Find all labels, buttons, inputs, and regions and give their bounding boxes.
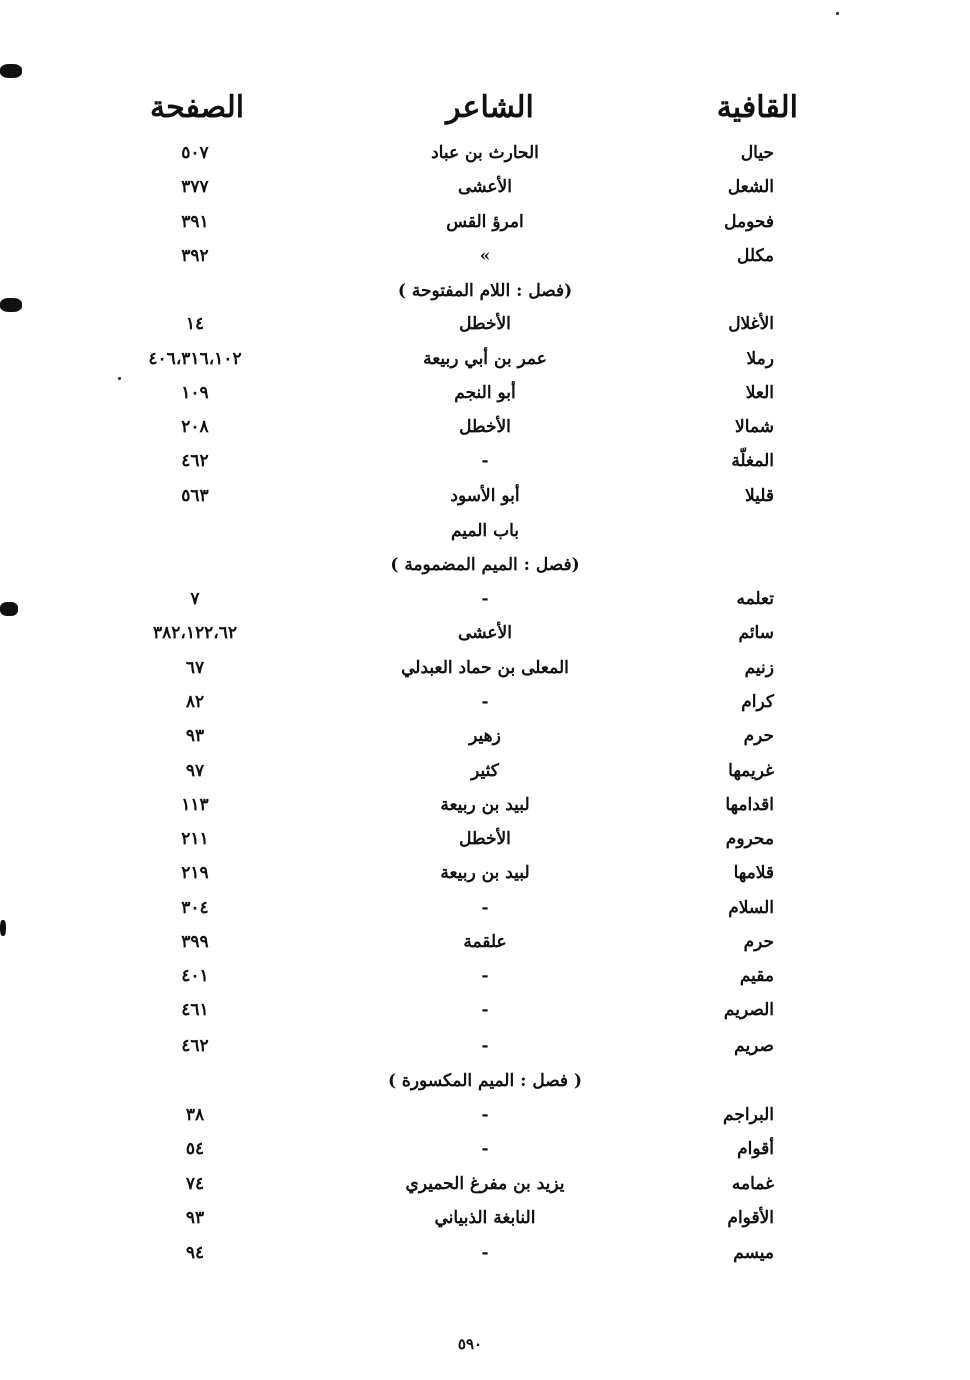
poet-cell: علقمة: [463, 932, 507, 952]
page-cell: ٧٤: [185, 1174, 205, 1194]
scan-dot: [836, 12, 839, 15]
page-cell: ١٠٩: [181, 383, 209, 403]
table-row: [0, 961, 970, 991]
page-cell: ٣٩١: [181, 212, 209, 232]
rhyme-cell: تعلمه: [736, 589, 774, 609]
poet-cell: أبو النجم: [454, 383, 516, 403]
rhyme-cell: رملا: [746, 349, 774, 369]
table-row: [0, 344, 970, 374]
page-cell: ١١٣: [181, 795, 209, 815]
page-cell: ٣٧٧: [181, 177, 209, 197]
page-cell: ٩٣: [185, 1208, 205, 1228]
rhyme-cell: شمالا: [735, 417, 774, 437]
table-row: [0, 824, 970, 854]
page-cell: ٥٦٣: [181, 486, 209, 506]
poet-cell: لبيد بن ربيعة: [440, 795, 530, 815]
poet-cell: -: [481, 692, 489, 712]
page-cell: ٢١٩: [181, 863, 209, 883]
table-row: [0, 721, 970, 751]
poet-cell: -: [481, 589, 489, 609]
scan-dot: [118, 377, 121, 380]
header-rhyme: القافية: [716, 90, 798, 125]
table-row: [0, 412, 970, 442]
poet-cell: كثير: [471, 761, 499, 781]
rhyme-cell: الصريم: [723, 1000, 774, 1020]
table-row: [0, 309, 970, 339]
rhyme-cell: كرام: [741, 692, 774, 712]
page-cell: ٣٩٢: [181, 246, 209, 266]
page-cell: ٤٦٢: [181, 1036, 209, 1056]
rhyme-cell: المغلّة: [731, 451, 774, 471]
poet-cell: أبو الأسود: [450, 486, 520, 506]
page-cell: ٢٠٨: [181, 417, 209, 437]
poet-cell: -: [481, 1105, 489, 1125]
scan-mark: [0, 298, 22, 312]
table-row: [0, 927, 970, 957]
rhyme-cell: سائم: [738, 623, 774, 643]
header-poet: الشاعر: [446, 90, 534, 125]
table-row: [0, 618, 970, 648]
table-row: [0, 756, 970, 786]
rhyme-cell: اقدامها: [725, 795, 774, 815]
rhyme-cell: الأقوام: [727, 1208, 774, 1228]
page-cell: ٣٨: [185, 1105, 205, 1125]
table-row: [0, 1066, 970, 1096]
poet-cell: -: [481, 1243, 489, 1263]
table-row: [0, 790, 970, 820]
table-row: [0, 378, 970, 408]
scan-mark: [0, 602, 18, 616]
poet-cell: (فصل : الميم المضمومة ): [390, 555, 580, 575]
poet-cell: -: [481, 966, 489, 986]
poet-cell: النابغة الذبياني: [434, 1208, 536, 1228]
table-row: [0, 1100, 970, 1130]
poet-cell: الأعشى: [458, 177, 512, 197]
table-row: [0, 687, 970, 717]
table-row: [0, 995, 970, 1025]
table-row: [0, 446, 970, 476]
rhyme-cell: قليلا: [744, 486, 774, 506]
table-row: [0, 241, 970, 271]
rhyme-cell: حيال: [740, 143, 774, 163]
scan-mark: [0, 64, 22, 78]
page-cell: ٨٢: [185, 692, 205, 712]
poet-cell: باب الميم: [450, 521, 519, 541]
rhyme-cell: محروم: [725, 829, 774, 849]
rhyme-cell: البراجم: [723, 1105, 774, 1125]
rhyme-cell: الشعل: [727, 177, 774, 197]
poet-cell: »: [479, 246, 491, 266]
poet-cell: -: [481, 1000, 489, 1020]
table-row: [0, 1134, 970, 1164]
poet-cell: -: [481, 451, 489, 471]
poet-cell: لبيد بن ربيعة: [440, 863, 530, 883]
table-row: [0, 550, 970, 580]
page-cell: ٥٤: [185, 1139, 205, 1159]
poet-cell: الأخطل: [459, 417, 511, 437]
page-cell: ٤٦١: [181, 1000, 209, 1020]
table-row: [0, 893, 970, 923]
table-row: [0, 1238, 970, 1268]
header-page: الصفحة: [150, 90, 245, 125]
poet-cell: يزيد بن مفرغ الحميري: [405, 1174, 565, 1194]
page-cell: ٩٣: [185, 726, 205, 746]
table-row: [0, 584, 970, 614]
page-cell: ٤٠١: [181, 966, 209, 986]
poet-cell: الحارث بن عباد: [431, 143, 539, 163]
poet-cell: (فصل : اللام المفتوحة ): [397, 281, 573, 301]
table-row: [0, 207, 970, 237]
rhyme-cell: السلام: [728, 898, 774, 918]
poet-cell: عمر بن أبي ربيعة: [423, 349, 547, 369]
table-row: [0, 1203, 970, 1233]
rhyme-cell: قلامها: [733, 863, 774, 883]
table-row: [0, 276, 970, 306]
rhyme-cell: ميسم: [733, 1243, 774, 1263]
rhyme-cell: غريمها: [728, 761, 774, 781]
page-cell: ٧: [190, 589, 200, 609]
poet-cell: -: [481, 898, 489, 918]
poet-cell: امرؤ القس: [446, 212, 524, 232]
page-cell: ١٤: [185, 314, 205, 334]
rhyme-cell: حرم: [743, 726, 774, 746]
scan-mark: [0, 920, 6, 936]
page-cell: ٩٧: [185, 761, 205, 781]
table-row: [0, 481, 970, 511]
page-cell: ٤٠٦،٣١٦،١٠٢: [148, 349, 242, 369]
page-cell: ٢١١: [181, 829, 209, 849]
rhyme-cell: مكلل: [737, 246, 774, 266]
table-row: [0, 1031, 970, 1061]
poet-cell: زهير: [469, 726, 501, 746]
rhyme-cell: غمامه: [731, 1174, 774, 1194]
poet-cell: -: [481, 1036, 489, 1056]
table-row: [0, 1169, 970, 1199]
poet-cell: الأعشى: [458, 623, 512, 643]
poet-cell: الأخطل: [459, 314, 511, 334]
rhyme-cell: الأغلال: [728, 314, 774, 334]
rhyme-cell: مقيم: [739, 966, 774, 986]
page-cell: ٤٦٢: [181, 451, 209, 471]
rhyme-cell: زنيم: [744, 658, 774, 678]
poet-cell: -: [481, 1139, 489, 1159]
page-cell: ٦٧: [185, 658, 205, 678]
rhyme-cell: فحومل: [724, 212, 774, 232]
table-row: [0, 653, 970, 683]
poet-cell: المعلى بن حماد العبدلي: [401, 658, 569, 678]
page-cell: ٩٤: [185, 1243, 205, 1263]
poet-cell: ( فصل : الميم المكسورة ): [387, 1071, 583, 1091]
page-cell: ٣٩٩: [181, 932, 209, 952]
page-cell: ٥٠٧: [181, 143, 209, 163]
rhyme-cell: صريم: [734, 1036, 774, 1056]
table-row: [0, 172, 970, 202]
page-number: ٥٩٠: [457, 1335, 483, 1353]
rhyme-cell: أقوام: [737, 1139, 774, 1159]
rhyme-cell: العلا: [745, 383, 774, 403]
table-row: [0, 516, 970, 546]
table-row: [0, 858, 970, 888]
page-cell: ٣٨٢،١٢٢،٦٢: [152, 623, 238, 643]
page-cell: ٣٠٤: [181, 898, 209, 918]
table-row: [0, 138, 970, 168]
poet-cell: الأخطل: [459, 829, 511, 849]
rhyme-cell: حرم: [743, 932, 774, 952]
